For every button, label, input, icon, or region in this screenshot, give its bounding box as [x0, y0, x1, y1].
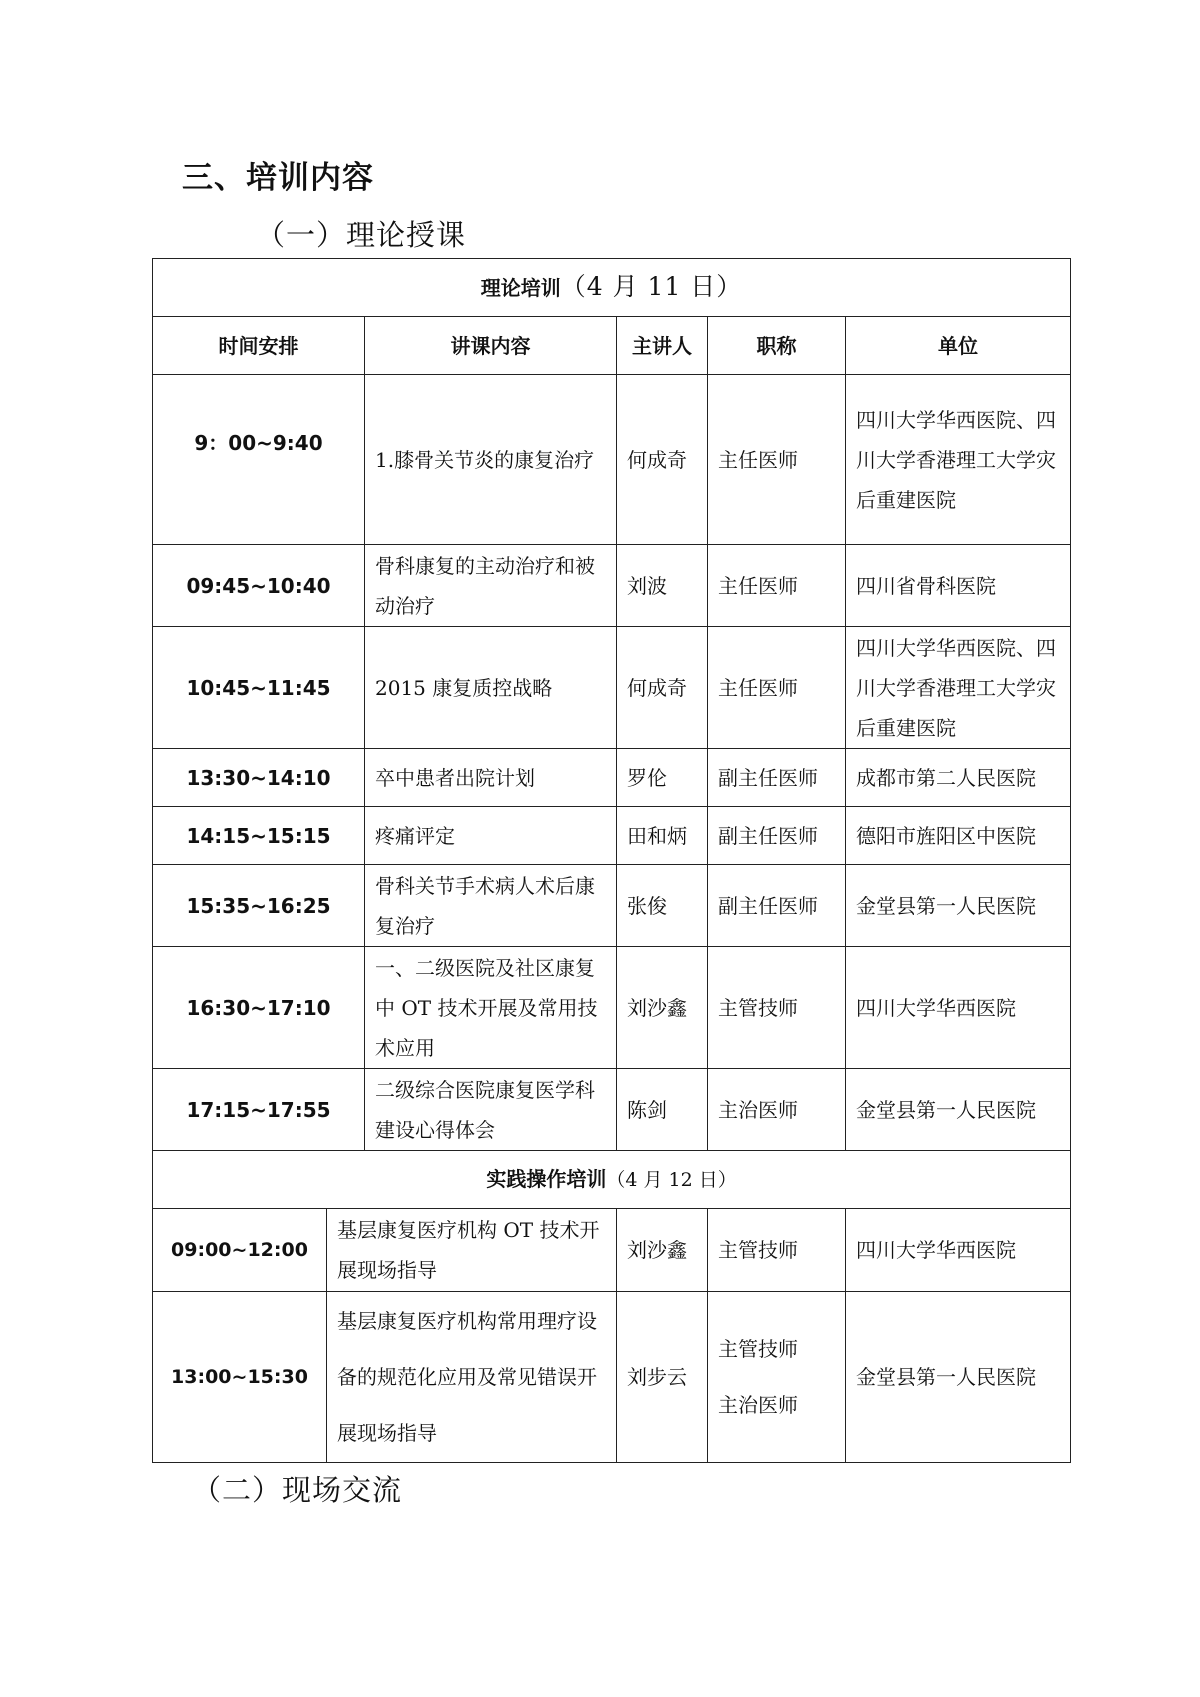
table-row — [153, 1069, 1071, 1151]
table-row — [153, 1292, 1071, 1463]
row-time: 17:15~17:55 — [153, 1069, 365, 1151]
row-topic: 基层康复医疗机构 OT 技术开展现场指导 — [337, 1218, 600, 1282]
row-time: 15:35~16:25 — [153, 865, 365, 947]
table-row — [153, 749, 1071, 807]
row-topic: 二级综合医院康复医学科建设心得体会 — [365, 1069, 617, 1151]
header-topic: 讲课内容 — [365, 317, 617, 375]
row-time: 13:30~14:10 — [153, 749, 365, 807]
row-speaker: 张俊 — [617, 865, 708, 947]
row-unit: 金堂县第一人民医院 — [846, 1069, 1071, 1151]
theory-banner-label: 理论培训 — [480, 276, 561, 300]
table-row — [153, 1209, 1071, 1292]
row-topic: 卒中患者出院计划 — [365, 749, 617, 807]
row-title — [708, 1292, 846, 1463]
row-title: 副主任医师 — [708, 807, 846, 865]
row-time: 9：00~9:40 — [153, 375, 365, 545]
row-unit: 四川大学华西医院 — [846, 947, 1071, 1069]
table-row — [153, 545, 1071, 627]
row-speaker: 刘步云 — [617, 1292, 708, 1463]
header-speaker: 主讲人 — [617, 317, 708, 375]
row-unit: 四川大学华西医院、四川大学香港理工大学灾后重建医院 — [846, 375, 1071, 545]
row-title: 主任医师 — [708, 375, 846, 545]
table-row — [153, 865, 1071, 947]
training-schedule-table — [152, 258, 1071, 1463]
row-topic: 一、二级医院及社区康复中 OT 技术开展及常用技术应用 — [365, 947, 617, 1069]
row-unit: 金堂县第一人民医院 — [846, 1292, 1071, 1463]
table-row — [153, 375, 1071, 545]
theory-banner-row — [153, 259, 1071, 317]
row-speaker: 罗伦 — [617, 749, 708, 807]
row-unit: 四川大学华西医院、四川大学香港理工大学灾后重建医院 — [846, 627, 1071, 749]
row-title-line-2: 主治医师 — [718, 1393, 798, 1417]
row-speaker: 何成奇 — [617, 375, 708, 545]
row-unit: 四川大学华西医院 — [846, 1209, 1071, 1292]
row-title: 主任医师 — [708, 627, 846, 749]
row-title: 主管技师 — [708, 1209, 846, 1292]
table-row — [153, 627, 1071, 749]
subsection-theory-heading: （一）理论授课 — [256, 218, 467, 252]
row-time-topic-cell — [153, 1209, 617, 1292]
row-topic: 基层康复医疗机构常用理疗设备的规范化应用及常见错误开展现场指导 — [337, 1309, 597, 1445]
row-speaker: 刘波 — [617, 545, 708, 627]
row-time: 13:00~15:30 — [153, 1292, 327, 1462]
row-speaker: 何成奇 — [617, 627, 708, 749]
header-unit: 单位 — [846, 317, 1071, 375]
row-time: 09:00~12:00 — [153, 1209, 327, 1291]
row-title-line-1: 主管技师 — [718, 1337, 798, 1361]
row-topic: 骨科康复的主动治疗和被动治疗 — [365, 545, 617, 627]
table-header-row — [153, 317, 1071, 375]
row-unit: 四川省骨科医院 — [846, 545, 1071, 627]
row-title: 主治医师 — [708, 1069, 846, 1151]
row-title: 主任医师 — [708, 545, 846, 627]
row-speaker: 刘沙鑫 — [617, 947, 708, 1069]
row-time: 16:30~17:10 — [153, 947, 365, 1069]
subsection-exchange-heading: （二）现场交流 — [192, 1473, 403, 1507]
section-title: 三、培训内容 — [182, 160, 374, 196]
row-unit: 成都市第二人民医院 — [846, 749, 1071, 807]
header-time: 时间安排 — [153, 317, 365, 375]
table-row — [153, 807, 1071, 865]
practice-banner-row — [153, 1151, 1071, 1209]
row-unit: 德阳市旌阳区中医院 — [846, 807, 1071, 865]
row-time: 09:45~10:40 — [153, 545, 365, 627]
row-speaker: 田和炳 — [617, 807, 708, 865]
header-title: 职称 — [708, 317, 846, 375]
row-speaker: 陈剑 — [617, 1069, 708, 1151]
row-title: 副主任医师 — [708, 749, 846, 807]
row-topic: 骨科关节手术病人术后康复治疗 — [365, 865, 617, 947]
practice-banner-label: 实践操作培训 — [486, 1167, 607, 1191]
practice-banner — [153, 1151, 1071, 1209]
row-topic: 2015 康复质控战略 — [365, 627, 617, 749]
row-topic: 1.膝骨关节炎的康复治疗 — [365, 375, 617, 545]
theory-banner-date: （4 月 11 日） — [560, 272, 743, 301]
theory-banner — [153, 259, 1071, 317]
table-row — [153, 947, 1071, 1069]
row-time: 14:15~15:15 — [153, 807, 365, 865]
row-unit: 金堂县第一人民医院 — [846, 865, 1071, 947]
row-topic: 疼痛评定 — [365, 807, 617, 865]
row-time: 10:45~11:45 — [153, 627, 365, 749]
row-speaker: 刘沙鑫 — [617, 1209, 708, 1292]
row-time-topic-cell — [153, 1292, 617, 1463]
row-title: 主管技师 — [708, 947, 846, 1069]
practice-banner-date: （4 月 12 日） — [606, 1169, 737, 1191]
row-title: 副主任医师 — [708, 865, 846, 947]
